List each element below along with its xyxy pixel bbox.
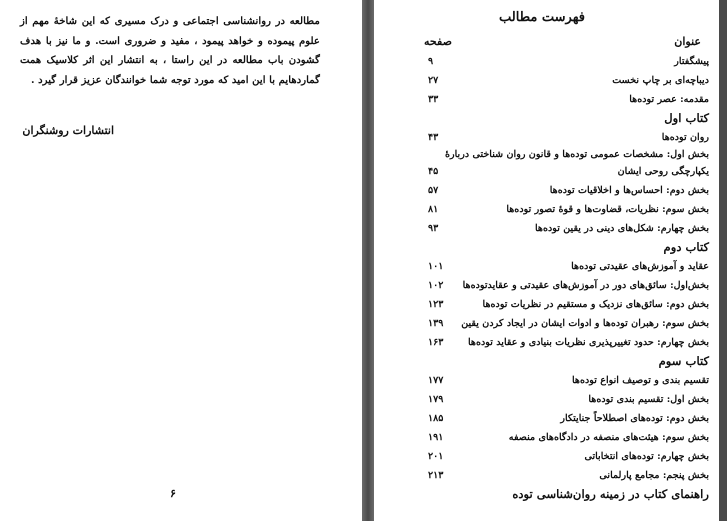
toc-entry: [374, 447, 727, 466]
toc-entry-title: پیشگفتار: [674, 56, 709, 67]
toc-entry: [374, 90, 727, 109]
toc-entry: [374, 428, 727, 447]
toc-part-heading: [374, 238, 727, 257]
toc-entry-title: کتاب اول: [664, 111, 709, 125]
toc-entry: [374, 276, 727, 295]
toc-entry-title: بخش اول: تقسیم بندی توده‌ها: [588, 394, 709, 405]
toc-entry-page: ۱۷۹: [428, 394, 444, 405]
toc-entry-title: روان توده‌ها: [661, 132, 709, 143]
left-page: [0, 0, 362, 521]
book-gutter: [362, 0, 374, 521]
toc-entry-page: ۲۰۱: [428, 451, 444, 462]
toc-entry-title: عقاید و آموزش‌های عقیدتی توده‌ها: [571, 261, 709, 272]
toc-entry-page: ۴۵: [428, 166, 439, 177]
toc-entry-page: ۱۷۷: [428, 375, 444, 386]
toc-entry: [374, 390, 727, 409]
intro-paragraph: مطالعه در روانشناسی اجتماعی و درک مسیری که این شاخهٔ مهم از علوم پیموده و خواهد پیمود ، مفید و ضروری است. و ما نیز با هدف گشودن باب مطالعه در این راستا ، به انتشار این اثر کلاسیک همت گماردهایم با این امید که مورد توجه شما خوانندگان عزیز قرار گیرد .: [20, 15, 320, 86]
toc-entry-page: ۵۷: [428, 185, 439, 196]
toc-entry-title: مقدمه: عصر توده‌ها: [629, 94, 709, 105]
toc-entry: [374, 147, 727, 162]
toc-entry-title: بخش چهارم: توده‌های انتخاباتی: [584, 451, 709, 462]
toc-entry-title: بخش چهارم: شکل‌های دینی در یقین توده‌ها: [535, 223, 709, 234]
toc-entry-page: ۱۰۲: [428, 280, 444, 291]
toc-entry-title: یکپارچگی روحی ایشان: [617, 166, 709, 177]
toc-entry: [374, 219, 727, 238]
toc-entry-title: کتاب سوم: [658, 354, 709, 368]
toc-entry: [374, 181, 727, 200]
toc-entry-page: ۱۹۱: [428, 432, 444, 443]
toc-entry-title: تقسیم بندی و توصیف انواع توده‌ها: [572, 375, 709, 386]
toc-title: فهرست مطالب: [499, 10, 585, 25]
right-page: [374, 0, 727, 521]
toc-entry-title: کتاب دوم: [663, 240, 709, 254]
toc-entry-page: ۲۷: [428, 75, 439, 86]
toc-entry-page: ۱۲۳: [428, 299, 444, 310]
toc-entry-title: بخش پنجم: مجامع پارلمانی: [599, 470, 709, 481]
toc-entry-title: بخش سوم: رهبران توده‌ها و ادوات ایشان در ایجاد کردن یقین: [461, 318, 709, 329]
toc-entry-title: بخش اول: مشخصات عمومی توده‌ها و قانون روان شناختی دربارهٔ: [444, 149, 709, 160]
toc-part-heading: [374, 352, 727, 371]
toc-entry-page: ۸۱: [428, 204, 439, 215]
toc-entry: [374, 257, 727, 276]
toc-entry-page: ۲۱۳: [428, 470, 444, 481]
page-edge: [719, 0, 727, 521]
toc-header-page: صفحه: [424, 35, 452, 48]
toc-list: [374, 52, 727, 504]
toc-entry-page: ۱۳۹: [428, 318, 444, 329]
toc-entry: [374, 71, 727, 90]
toc-entry-page: ۱۰۱: [428, 261, 444, 272]
toc-entry-title: راهنمای کتاب در زمینه روان‌شناسی توده: [512, 487, 709, 501]
toc-entry-title: بخش‌اول: سائق‌های دور در آموزش‌های عقیدتی و عقایدتوده‌ها: [462, 280, 709, 291]
toc-entry-page: ۳۳: [428, 94, 439, 105]
page-number: ۶: [170, 487, 176, 500]
toc-entry: [374, 128, 727, 147]
toc-entry-title: بخش چهارم: حدود تغییرپذیری نظریات بنیادی و عقاید توده‌ها: [467, 337, 709, 348]
toc-entry-title: بخش سوم: نظریات، قضاوت‌ها و قوهٔ تصور توده‌ها: [506, 204, 709, 215]
toc-entry: [374, 200, 727, 219]
toc-entry: [374, 52, 727, 71]
toc-part-heading: [374, 109, 727, 128]
toc-entry: [374, 466, 727, 485]
toc-entry-title: بخش سوم: هیئت‌های منصفه در دادگاه‌های منصفه: [508, 432, 709, 443]
toc-part-heading: [374, 485, 727, 504]
toc-entry: [374, 333, 727, 352]
toc-entry-page: ۱۸۵: [428, 413, 444, 424]
toc-entry-title: دیباچه‌ای بر چاپ نخست: [612, 75, 709, 86]
toc-entry-title: بخش دوم: سائق‌های نزدیک و مستقیم در نظریات توده‌ها: [482, 299, 709, 310]
toc-entry: [374, 314, 727, 333]
toc-entry-title: بخش دوم: احساس‌ها و اخلاقیات توده‌ها: [549, 185, 709, 196]
toc-entry: [374, 295, 727, 314]
toc-entry-page: ۴۳: [428, 132, 439, 143]
toc-entry: [374, 371, 727, 390]
toc-entry-page: ۹: [428, 56, 434, 67]
publisher-name: انتشارات روشنگران: [22, 124, 114, 137]
toc-entry: [374, 162, 727, 181]
toc-entry-page: ۹۳: [428, 223, 439, 234]
toc-entry-page: ۱۶۳: [428, 337, 444, 348]
toc-header-title: عنوان: [674, 35, 701, 48]
toc-entry-title: بخش دوم: توده‌های اصطلاحاً جنایتکار: [560, 413, 709, 424]
toc-entry: [374, 409, 727, 428]
